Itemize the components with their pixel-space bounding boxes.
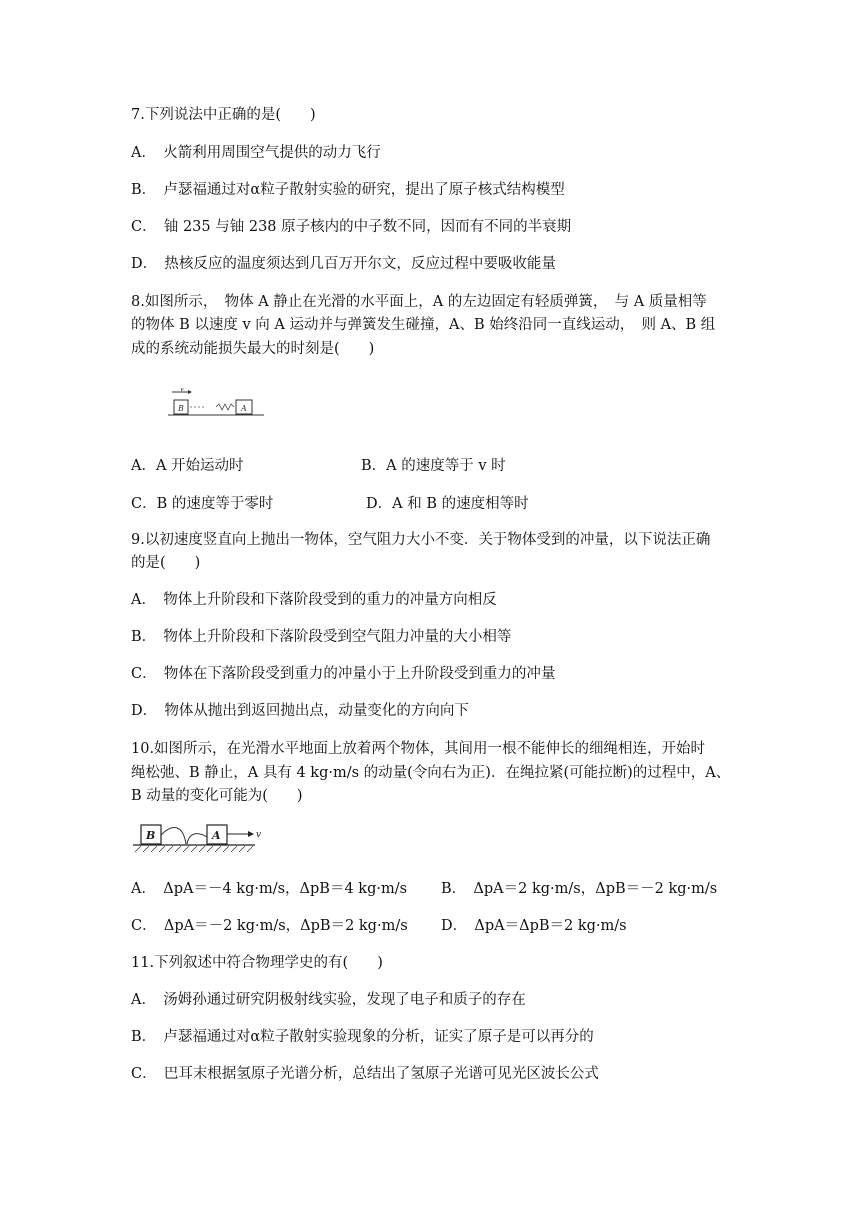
q11-option-a: A． 汤姆孙通过研究阴极射线实验，发现了电子和质子的存在: [131, 992, 526, 1008]
q9-stem-line-1: 9.以初速度竖直向上抛出一物体，空气阻力大小不变．关于物体受到的冲量，以下说法正确: [131, 532, 711, 548]
block-a-label: A: [241, 404, 247, 413]
q10-option-d: D． ΔpA＝ΔpB＝2 kg·m/s: [441, 918, 627, 934]
q10-stem-line-2: 绳松弛、B 静止，A 具有 4 kg·m/s 的动量(令向右为正)．在绳拉紧(可能拉断)的过程中，A、: [131, 765, 731, 781]
q8-stem-line-3: 成的系统动能损失最大的时刻是( ): [131, 341, 375, 357]
q8-figure: [164, 388, 268, 426]
velocity-label: v: [180, 388, 184, 393]
velocity-label: v: [256, 830, 262, 840]
q10-option-a: A． ΔpA＝－4 kg·m/s，ΔpB＝4 kg·m/s: [131, 881, 408, 897]
q11-option-b: B． 卢瑟福通过对α粒子散射实验现象的分析，证实了原子是可以再分的: [131, 1029, 594, 1045]
q9-option-d: D． 物体从抛出到返回抛出点，动量变化的方向向下: [131, 703, 469, 719]
ground-hatching: [135, 846, 253, 852]
q8-option-d: D．A 和 B 的速度相等时: [366, 496, 529, 512]
q7-option-b: B． 卢瑟福通过对α粒子散射实验的研究，提出了原子核式结构模型: [131, 182, 565, 198]
q10-option-c: C． ΔpA＝－2 kg·m/s，ΔpB＝2 kg·m/s: [131, 918, 408, 934]
q8-option-c: C．B 的速度等于零时: [131, 496, 274, 512]
q9-option-c: C． 物体在下落阶段受到重力的冲量小于上升阶段受到重力的冲量: [131, 666, 556, 682]
q10-stem-line-1: 10.如图所示，在光滑水平地面上放着两个物体，其间用一根不能伸长的细绳相连，开始时: [131, 741, 706, 757]
q9-option-a: A． 物体上升阶段和下落阶段受到的重力的冲量方向相反: [131, 592, 497, 608]
q11-stem: 11.下列叙述中符合物理学史的有( ): [131, 955, 383, 971]
q9-option-b: B． 物体上升阶段和下落阶段受到空气阻力冲量的大小相等: [131, 629, 512, 645]
q8-option-a: A．A 开始运动时: [131, 458, 244, 474]
q11-option-c: C． 巴耳末根据氢原子光谱分析，总结出了氢原子光谱可见光区波长公式: [131, 1066, 599, 1082]
velocity-arrow-head: [248, 831, 254, 837]
q8-option-b: B．A 的速度等于 v 时: [361, 458, 506, 474]
q8-stem-line-2: 的物体 B 以速度 v 向 A 运动并与弹簧发生碰撞，A、B 始终沿同一直线运动， 则 A、B 组: [131, 317, 716, 333]
q10-option-b: B． ΔpA＝2 kg·m/s，ΔpB＝－2 kg·m/s: [441, 881, 718, 897]
spring: [216, 404, 234, 410]
slack-rope: [161, 828, 207, 844]
q7-stem: 7.下列说法中正确的是( ): [131, 107, 316, 123]
q7-option-a: A． 火箭利用周围空气提供的动力飞行: [131, 145, 381, 161]
block-b-label: B: [146, 829, 156, 842]
velocity-arrow-head: [188, 390, 192, 394]
block-b-label: B: [178, 404, 184, 413]
q7-option-d: D． 热核反应的温度须达到几百万开尔文，反应过程中要吸收能量: [131, 256, 556, 272]
q7-option-c: C． 铀 235 与铀 238 原子核内的中子数不同，因而有不同的半衰期: [131, 219, 572, 235]
q10-figure: [131, 821, 265, 857]
q10-stem-line-3: B 动量的变化可能为( ): [131, 788, 303, 804]
q8-stem-line-1: 8.如图所示， 物体 A 静止在光滑的水平面上，A 的左边固定有轻质弹簧， 与 A 质量相等: [131, 294, 707, 310]
block-a-label: A: [212, 829, 221, 842]
q9-stem-line-2: 的是( ): [131, 555, 201, 571]
